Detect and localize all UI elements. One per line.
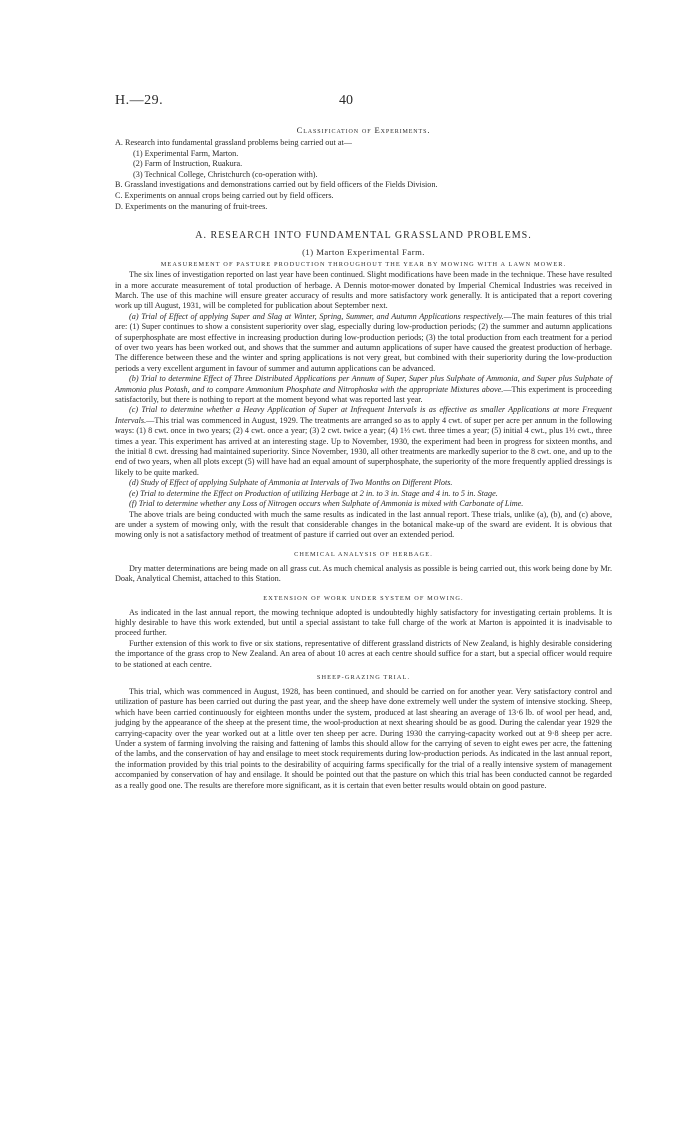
classification-item: B. Grassland investigations and demonstrations carried out by field officers of the Fields Division. [115,180,438,190]
paragraph-trial-e [115,489,612,499]
trial-c-title: (c) Trial to determine whether a Heavy Application of Super at Infrequent Intervals is as effective as smaller Applications at more Frequent Intervals. [115,405,612,425]
paragraph-intro: The six lines of investigation reported on last year have been continued. Slight modifications have been made in the technique. These have resulted in a more accurate measurement of total production of herbage. A Dennis motor-mower donated by Imperial Chemical Industries was received in March. The use of this machine will ensure greater accuracy of results and more satisfactory work generally. It is anticipated that a report covering work up till August, 1931, will be completed for publication about September next. [115,270,612,311]
classification-item: D. Experiments on the manuring of fruit-trees. [115,201,268,211]
trial-c-text: —This trial was commenced in August, 1929. The treatments are arranged so as to apply 4 cwt. of super per acre per annum in the following ways: (1) 8 cwt. once in two years; (2) 4 cwt. once a year; (3) 2 cwt. twice a year; (4) 1⅓ cwt. three times a year; (5) initial 4 cwt., plus 1⅓ cwt., three times a year. This experiment has arrived at an interesting stage. Up to November, 1930, the experiment had been in progress for sixteen months, and the initial 8 cwt. dressing had maintained superiority. Since November, 1930, all other treatments are markedly superior to the 8 cwt. one, and up to the end of two years, when all plots except (5) will have had an equal amount of superphosphate, the superiority of the more frequently applied dressings is likely to be quite marked. [115,415,612,477]
paragraph-trial-b [115,374,612,405]
classification-subitem: (3) Technical College, Christchurch (co-operation with). [133,169,318,179]
classification-subitem: (2) Farm of Instruction, Ruakura. [133,159,243,169]
page-number: 40 [339,93,353,108]
paragraph-trial-f [115,499,612,509]
paragraph-above-trials: The above trials are being conducted with much the same results as indicated in the last annual report. These trials, unlike (a), (b), and (c) above, are under a system of mowing only, with the result that considerable changes in the botanical make-up of the sward are evident. It is obvious that mowing only is not a satisfactory method of treatment of pasture if carried out over an extended period. [115,509,612,540]
trial-e-title: (e) Trial to determine the Effect on Production of utilizing Herbage at 2 in. to 3 in. Stage and 4 in. to 5 in. Stage. [129,488,498,498]
paragraph-extension-1: As indicated in the last annual report, the mowing technique adopted is undoubtedly highly satisfactory for investigating certain problems. It is highly desirable to have this work extended, but until a special assistant to take full charge of the work at Marton is appointed it is inadvisable to proceed further. [115,607,612,638]
paragraph-chemical: Dry matter determinations are being made on all grass cut. As much chemical analysis as possible is being carried out, this work being done by Mr. Doak, Analytical Chemist, attached to this Station. [115,563,612,584]
section-subheading: (1) Marton Experimental Farm. [302,247,425,258]
trial-d-title: (d) Study of Effect of applying Sulphate of Ammonia at Intervals of Two Months on Different Plots. [129,478,453,488]
topic-heading-mowing: MEASUREMENT OF PASTURE PRODUCTION THROUGHOUT THE YEAR BY MOWING WITH A LAWN MOWER. [160,261,567,269]
paragraph-trial-a [115,312,612,374]
paragraph-trial-c [115,405,612,478]
classification-item: C. Experiments on annual crops being carried out by field officers. [115,190,334,200]
trial-b-text: —This experiment is proceeding satisfactorily, but there is nothing to report at the moment beyond what was reported last year. [115,384,613,405]
topic-heading-sheep: SHEEP-GRAZING TRIAL. [316,673,411,681]
page-reference: H.—29. [115,93,164,108]
section-heading: A. RESEARCH INTO FUNDAMENTAL GRASSLAND PROBLEMS. [195,230,532,242]
trial-a-text: —The main features of this trial are: (1) Super continues to show a consistent superiority over slag, especially during low-production periods; (2) the summer and autumn applications of superphosphate are most effective in increasing production during low-production periods; (3) the total production from each treatment for a period of over two years has been worked out, and shows that the summer and autumn applications of super have caused the greatest production of herbage. The difference between these and the winter and spring applications is not very great, but combined with their superiority during the low-production periods a very excellent argument in favour of summer and autumn applications can be advanced. [115,311,612,373]
trial-a-title: (a) Trial of Effect of applying Super and Slag at Winter, Spring, Summer, and Autumn Applications respectively. [129,311,504,321]
topic-heading-chemical: CHEMICAL ANALYSIS OF HERBAGE. [294,550,433,558]
classification-title: Classification of Experiments. [296,125,431,135]
paragraph-trial-d [115,478,612,488]
classification-subitem: (1) Experimental Farm, Marton. [133,148,239,158]
trial-b-title: (b) Trial to determine Effect of Three Distributed Applications per Annum of Super, Super plus Sulphate of Ammonia, and Super plus Sulphate of Ammonia plus Potash, and to compare Ammonium Phosphate and Nitrophoska with the appropriate Mixtures above. [115,374,612,394]
paragraph-sheep: This trial, which was commenced in August, 1928, has been continued, and should be carried on for another year. Very satisfactory control and utilization of pasture has been carried out during the past year, and the sheep have done extremely well under the system of intensive stocking. Sheep, which have been carried continuously for eighteen months under the system, produced at last shearing an average of 13·6 lb. of wool per head, and, judging by the appearance of the sheep at the present time, the wool-production at next shearing should be as good. During the calendar year 1929 the carrying-capacity over the year worked out at a little over ten sheep per acre. During 1930 the carrying-capacity worked out at 9·8 sheep per acre. Under a system of farming involving the raising and fattening of lambs this should allow for the carrying of seven to eight ewes per acre, the fattening of the lambs, and the conservation of hay and ensilage to meet stock requirements during low-production periods. As indicated in the last annual report, the information provided by this trial points to the desirability of acquiring farms specifically for the trial of a really intensive system of management accompanied by conservation of hay and ensilage. It should be pointed out that the pasture on which this trial has been conducted cannot be regarded as a really good one. The results are therefore more significant, as it is certain that even better results would obtain on good pasture. [115,686,612,790]
page-content [115,125,612,791]
trial-f-title: (f) Trial to determine whether any Loss of Nitrogen occurs when Sulphate of Ammonia is mixed with Carbonate of Lime. [129,499,524,509]
classification-list [115,138,612,212]
classification-item: A. Research into fundamental grassland problems being carried out at— [115,138,352,147]
paragraph-extension-2: Further extension of this work to five or six stations, representative of different grassland districts of New Zealand, is highly desirable considering the importance of the grass crop to New Zealand. An area of about 10 acres at each centre should suffice for a start, but a special officer would require to be stationed at each centre. [115,638,612,669]
topic-heading-extension: EXTENSION OF WORK UNDER SYSTEM OF MOWING. [263,594,464,602]
